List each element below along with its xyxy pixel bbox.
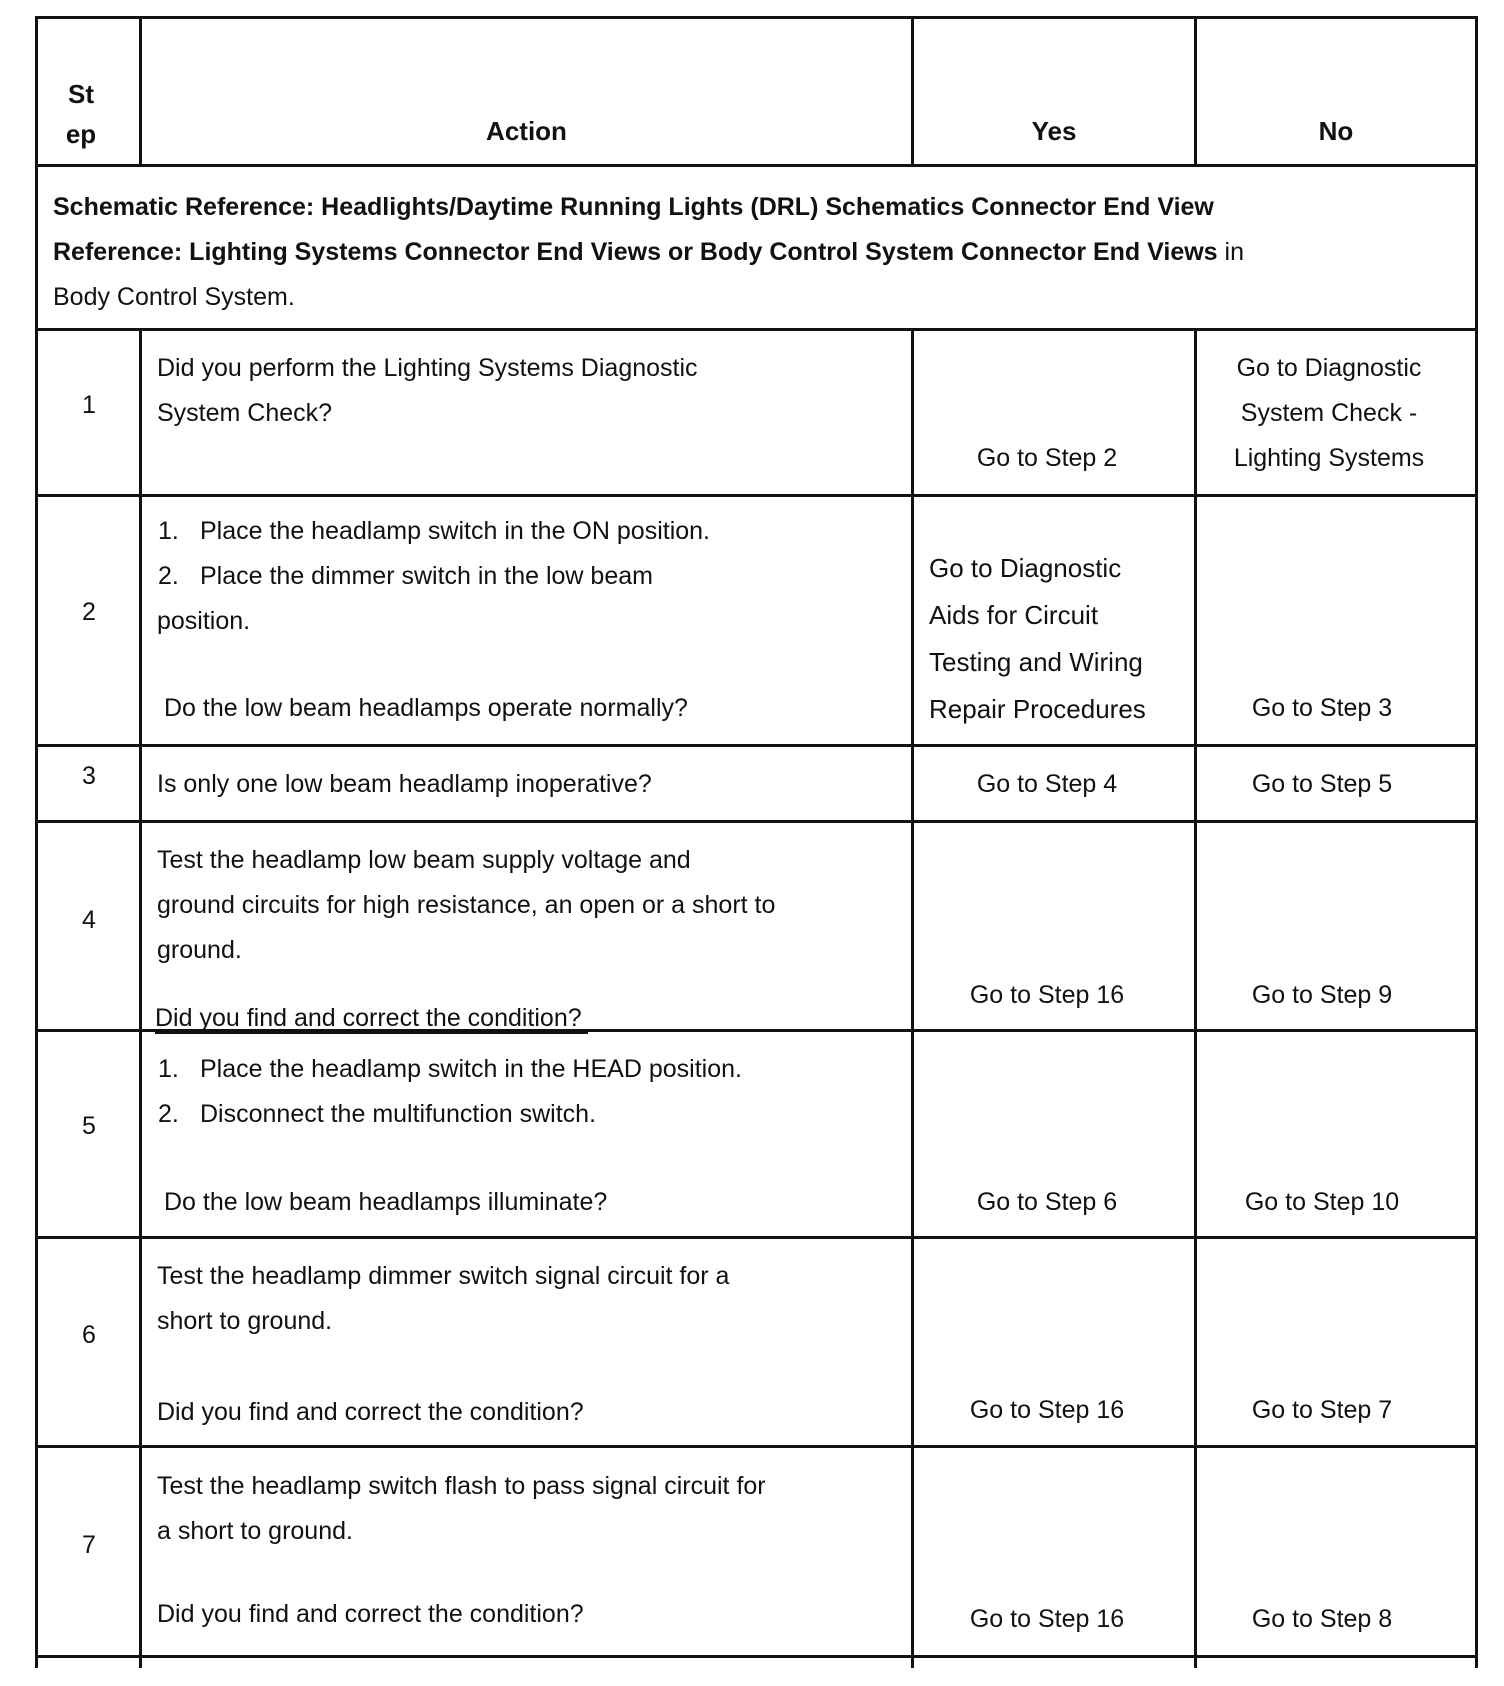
step-number: 1 bbox=[82, 391, 96, 419]
action-text bbox=[157, 346, 897, 436]
action-text bbox=[157, 1254, 907, 1344]
action-item bbox=[142, 509, 902, 554]
reference-line2: Reference: Lighting Systems Connector End Views or Body Control System Connector End Views bbox=[53, 238, 1218, 266]
no-line: Go to Diagnostic bbox=[1236, 354, 1422, 382]
item-number: 1. bbox=[158, 517, 179, 545]
action-line: position. bbox=[157, 607, 251, 635]
no-link[interactable]: Go to Step 5 bbox=[1251, 770, 1393, 798]
no-link[interactable]: Go to Step 3 bbox=[1251, 694, 1393, 722]
no-link[interactable]: Go to Step 10 bbox=[1244, 1188, 1400, 1216]
item-text: Place the headlamp switch in the ON position. bbox=[200, 517, 710, 545]
yes-line: Aids for Circuit bbox=[929, 600, 1099, 630]
yes-link[interactable] bbox=[929, 545, 1189, 733]
step-number: 6 bbox=[82, 1321, 96, 1349]
reference-line3: Body Control System. bbox=[53, 283, 295, 311]
header-step-line2: ep bbox=[65, 119, 97, 149]
header-step bbox=[45, 74, 117, 154]
step-number: 4 bbox=[82, 906, 96, 934]
action-text: Is only one low beam headlamp inoperative? bbox=[157, 770, 652, 798]
row-border bbox=[35, 820, 1478, 823]
table-border-left bbox=[35, 16, 38, 1668]
row-border bbox=[35, 16, 1478, 19]
action-line: short to ground. bbox=[157, 1307, 333, 1335]
yes-line: Testing and Wiring bbox=[929, 647, 1143, 677]
step-number: 3 bbox=[82, 762, 96, 790]
action-line: Did you perform the Lighting Systems Diagnostic bbox=[157, 354, 698, 382]
step-number: 2 bbox=[82, 598, 96, 626]
header-yes: Yes bbox=[1031, 116, 1077, 146]
item-text: Disconnect the multifunction switch. bbox=[200, 1100, 597, 1128]
question-underlined: Did you find and correct the condition? bbox=[155, 1004, 588, 1034]
row-border bbox=[35, 1445, 1478, 1448]
row-border bbox=[35, 744, 1478, 747]
action-text bbox=[157, 1464, 907, 1554]
no-line: Lighting Systems bbox=[1233, 444, 1425, 472]
header-action: Action bbox=[486, 116, 567, 146]
action-line: a short to ground. bbox=[157, 1517, 353, 1545]
action-line: ground. bbox=[157, 936, 242, 964]
no-link[interactable]: Go to Step 7 bbox=[1251, 1396, 1393, 1424]
action-line: Test the headlamp switch flash to pass signal circuit for bbox=[157, 1472, 766, 1500]
row-border bbox=[35, 164, 1478, 167]
question-text: Did you find and correct the condition? bbox=[157, 1398, 584, 1426]
action-text bbox=[157, 838, 907, 973]
yes-link[interactable]: Go to Step 2 bbox=[976, 444, 1118, 472]
no-link[interactable] bbox=[1197, 346, 1461, 481]
item-number: 1. bbox=[158, 1055, 179, 1083]
question-text bbox=[155, 996, 905, 1041]
yes-link[interactable]: Go to Step 16 bbox=[969, 981, 1125, 1009]
row-border bbox=[35, 328, 1478, 331]
action-text bbox=[142, 1047, 902, 1137]
no-line: System Check - bbox=[1240, 399, 1418, 427]
step-number: 7 bbox=[82, 1531, 96, 1559]
action-item bbox=[142, 554, 902, 599]
item-number: 2. bbox=[158, 1100, 179, 1128]
row-border bbox=[35, 1236, 1478, 1239]
item-text: Place the headlamp switch in the HEAD position. bbox=[200, 1055, 742, 1083]
action-text bbox=[142, 509, 902, 644]
item-text: Place the dimmer switch in the low beam bbox=[200, 562, 653, 590]
yes-line: Repair Procedures bbox=[929, 694, 1146, 724]
reference-line1: Schematic Reference: Headlights/Daytime Running Lights (DRL) Schematics Connector End View bbox=[53, 193, 1214, 221]
yes-link[interactable]: Go to Step 4 bbox=[976, 770, 1118, 798]
header-no: No bbox=[1318, 116, 1354, 146]
yes-link[interactable]: Go to Step 16 bbox=[969, 1605, 1125, 1633]
action-line: ground circuits for high resistance, an open or a short to bbox=[157, 891, 776, 919]
header-step-line1: St bbox=[68, 79, 94, 109]
question-text: Did you find and correct the condition? bbox=[157, 1600, 584, 1628]
action-item bbox=[142, 1047, 902, 1092]
row-border bbox=[35, 1655, 1478, 1658]
no-link[interactable]: Go to Step 8 bbox=[1251, 1605, 1393, 1633]
action-line: System Check? bbox=[157, 399, 333, 427]
yes-line: Go to Diagnostic bbox=[929, 553, 1122, 583]
yes-link[interactable]: Go to Step 6 bbox=[976, 1188, 1118, 1216]
question-text: Do the low beam headlamps illuminate? bbox=[164, 1188, 608, 1216]
action-line: Test the headlamp dimmer switch signal circuit for a bbox=[157, 1262, 730, 1290]
schematic-reference bbox=[53, 185, 1463, 320]
yes-link[interactable]: Go to Step 16 bbox=[969, 1396, 1125, 1424]
action-line: Test the headlamp low beam supply voltage and bbox=[157, 846, 691, 874]
no-link[interactable]: Go to Step 9 bbox=[1251, 981, 1393, 1009]
row-border bbox=[35, 494, 1478, 497]
step-number: 5 bbox=[82, 1112, 96, 1140]
reference-line2-tail: in bbox=[1217, 238, 1244, 266]
table-border-right bbox=[1475, 16, 1478, 1668]
action-item bbox=[142, 1092, 902, 1137]
item-number: 2. bbox=[158, 562, 179, 590]
question-text: Do the low beam headlamps operate normally? bbox=[164, 694, 688, 722]
